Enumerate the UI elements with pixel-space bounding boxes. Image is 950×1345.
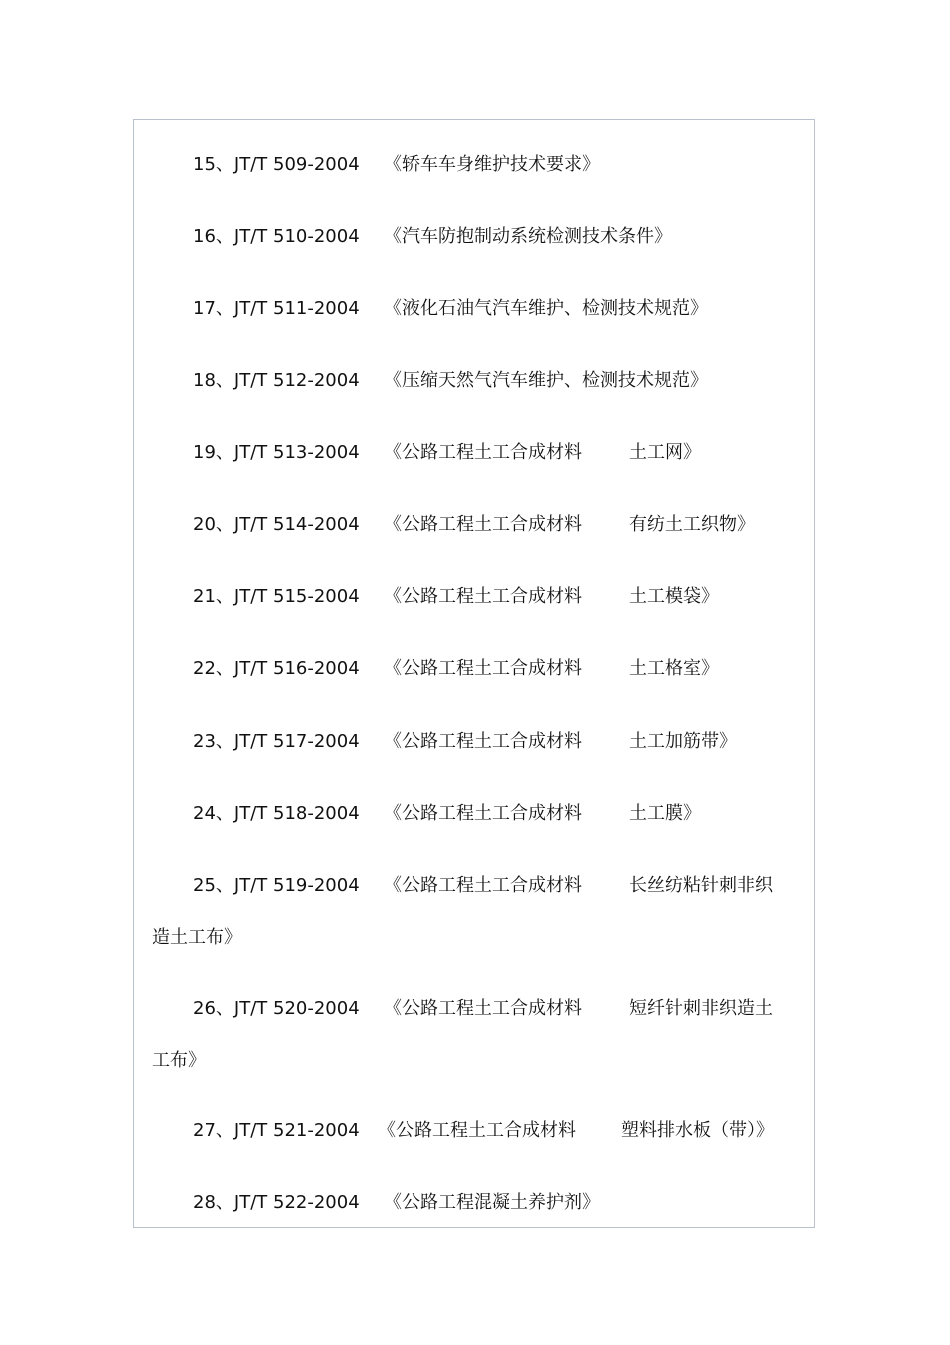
- standard-code: 15、JT/T 509-2004: [193, 154, 360, 175]
- standard-code: 26、JT/T 520-2004: [193, 998, 360, 1019]
- standard-subtitle: 塑料排水板（带）》: [621, 1120, 774, 1141]
- standard-title: 《公路工程土工合成材料: [384, 514, 582, 535]
- standard-subtitle: 土工网》: [629, 442, 701, 463]
- standard-title-continuation: 工布》: [152, 1050, 206, 1071]
- standard-code: 25、JT/T 519-2004: [193, 875, 360, 896]
- standard-title: 《公路工程土工合成材料: [384, 803, 582, 824]
- standard-subtitle: 土工膜》: [629, 803, 701, 824]
- document-frame: [133, 119, 815, 1228]
- standard-subtitle: 土工格室》: [629, 658, 719, 679]
- standard-code: 18、JT/T 512-2004: [193, 370, 360, 391]
- standard-title: 《压缩天然气汽车维护、检测技术规范》: [384, 370, 708, 391]
- standard-title: 《轿车车身维护技术要求》: [384, 154, 600, 175]
- standard-code: 16、JT/T 510-2004: [193, 226, 360, 247]
- standard-subtitle: 长丝纺粘针刺非织: [629, 875, 773, 896]
- standard-subtitle: 短纤针刺非织造土: [629, 998, 773, 1019]
- standard-title: 《公路工程混凝土养护剂》: [384, 1192, 600, 1213]
- standard-subtitle: 土工加筋带》: [629, 731, 737, 752]
- standard-code: 27、JT/T 521-2004: [193, 1120, 360, 1141]
- standard-code: 19、JT/T 513-2004: [193, 442, 360, 463]
- standard-subtitle: 土工模袋》: [629, 586, 719, 607]
- standard-subtitle: 有纺土工织物》: [629, 514, 755, 535]
- standard-code: 24、JT/T 518-2004: [193, 803, 360, 824]
- standard-title: 《公路工程土工合成材料: [384, 658, 582, 679]
- standard-title: 《液化石油气汽车维护、检测技术规范》: [384, 298, 708, 319]
- standard-title: 《公路工程土工合成材料: [384, 998, 582, 1019]
- standard-code: 21、JT/T 515-2004: [193, 586, 360, 607]
- standard-title-continuation: 造土工布》: [152, 927, 242, 948]
- standard-title: 《公路工程土工合成材料: [384, 875, 582, 896]
- standard-title: 《汽车防抱制动系统检测技术条件》: [384, 226, 672, 247]
- standard-title: 《公路工程土工合成材料: [378, 1120, 576, 1141]
- standard-code: 20、JT/T 514-2004: [193, 514, 360, 535]
- standard-code: 28、JT/T 522-2004: [193, 1192, 360, 1213]
- standard-code: 22、JT/T 516-2004: [193, 658, 360, 679]
- standard-code: 23、JT/T 517-2004: [193, 731, 360, 752]
- standard-title: 《公路工程土工合成材料: [384, 442, 582, 463]
- standard-title: 《公路工程土工合成材料: [384, 731, 582, 752]
- standard-code: 17、JT/T 511-2004: [193, 298, 360, 319]
- standard-title: 《公路工程土工合成材料: [384, 586, 582, 607]
